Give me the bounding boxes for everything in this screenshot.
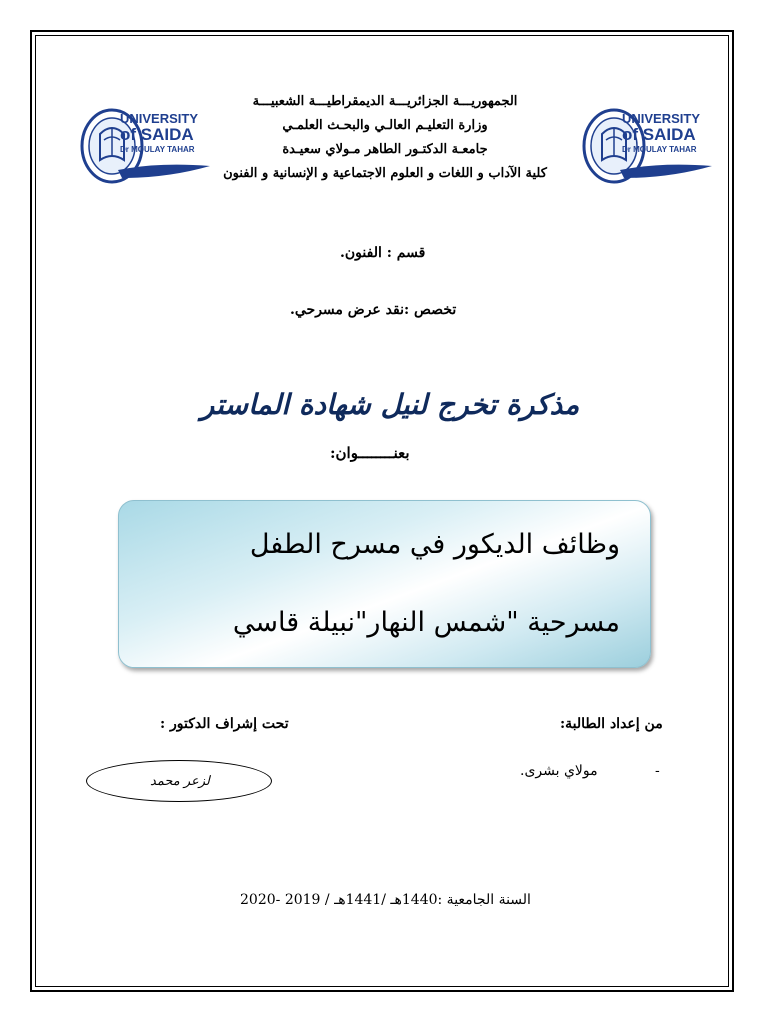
logo-line-1: UNIVERSITY <box>622 111 701 126</box>
student-list-dash: - <box>655 763 660 779</box>
institution-header <box>180 90 590 186</box>
academic-year: السنة الجامعية :1440هـ /1441هـ / 2019 -2020 <box>240 892 531 908</box>
logo-line-2: of SAIDA <box>622 125 696 144</box>
logo-wordmark <box>622 112 700 154</box>
supervisor-name: لزعر محمد <box>150 774 210 789</box>
logo-line-3: Dr MOULAY TAHAR <box>120 145 195 154</box>
title-line-1: وظائف الديكور في مسرح الطفل <box>249 529 620 560</box>
specialty-line: تخصص :نقد عرض مسرحي. <box>290 302 457 318</box>
department-line: قسم : الفنون. <box>340 245 426 261</box>
logo-line-1: UNIVERSITY <box>120 111 199 126</box>
about-label: بعنــــــــوان: <box>330 444 410 462</box>
supervisor-label: تحت إشراف الدكتور : <box>160 716 289 732</box>
thesis-title: مذكرة تخرج لنيل شهادة الماستر <box>200 388 580 421</box>
student-name: مولاي بشرى. <box>520 763 598 779</box>
logo-line-2: of SAIDA <box>120 125 194 144</box>
republic-name: الجمهوريـــة الجزائريـــة الديمقراطيـــة الشعبيـــة <box>252 94 518 109</box>
faculty-name: كلية الآداب و اللغات و العلوم الاجتماعية و الإنسانية و الفنون <box>223 166 547 181</box>
university-name: جامعـة الدكتـور الطاهر مـولاي سعيـدة <box>282 142 488 157</box>
logo-line-3: Dr MOULAY TAHAR <box>622 145 697 154</box>
student-label: من إعداد الطالبة: <box>560 716 663 732</box>
title-box <box>118 500 651 668</box>
ministry-name: وزارة التعليـم العالـي والبحـث العلمـي <box>282 118 488 133</box>
title-line-2: مسرحية "شمس النهار"نبيلة قاسي <box>232 607 620 638</box>
